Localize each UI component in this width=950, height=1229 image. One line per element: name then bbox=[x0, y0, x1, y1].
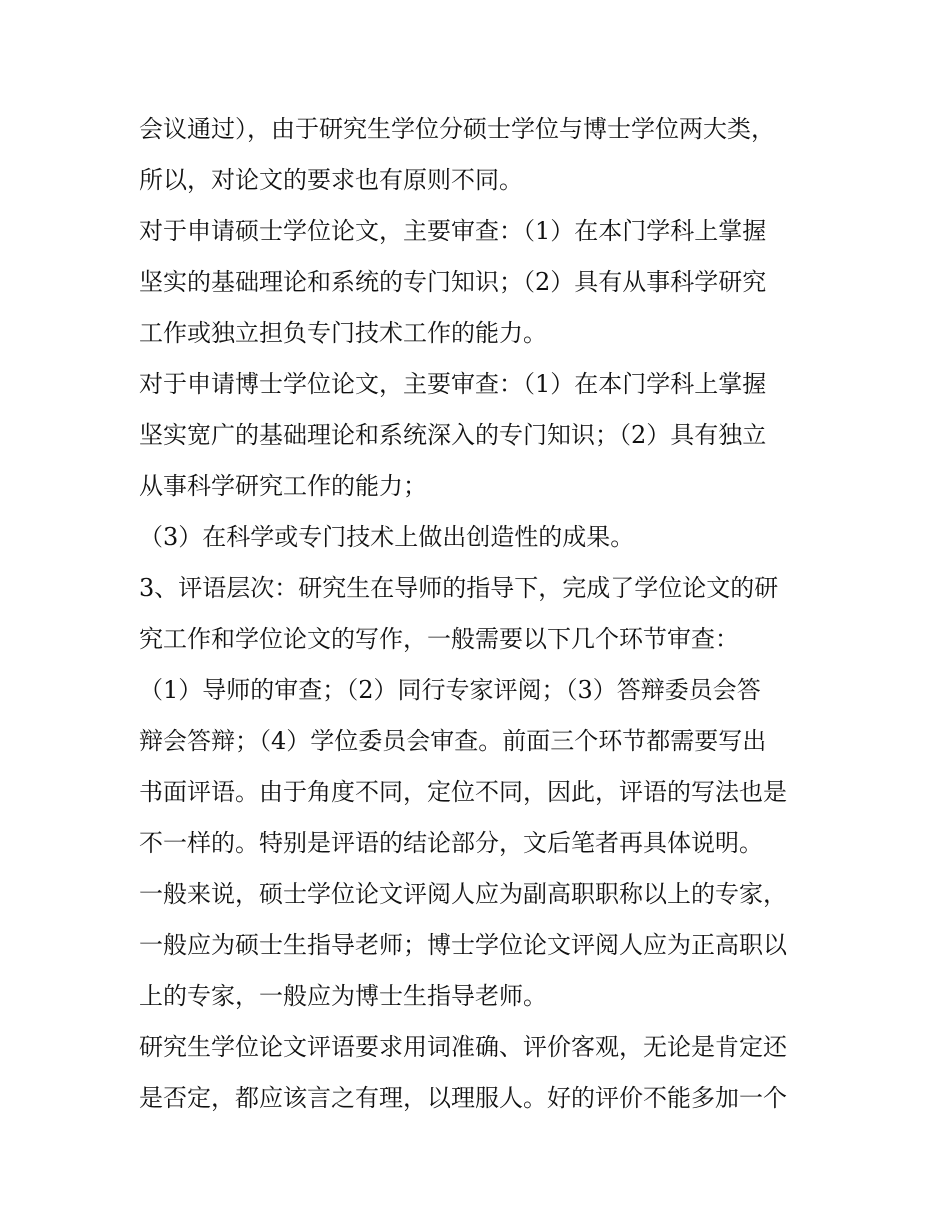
document-line: 坚实的基础理论和系统的专门知识；（2）具有从事科学研究 bbox=[139, 268, 767, 296]
document-line: 一般应为硕士生指导老师；博士学位论文评阅人应为正高职以 bbox=[139, 931, 787, 959]
document-line: 上的专家，一般应为博士生指导老师。 bbox=[139, 982, 547, 1010]
document-line: （1）导师的审查；（2）同行专家评阅；（3）答辩委员会答 bbox=[139, 676, 761, 704]
document-line: 研究生学位论文评语要求用词准确、评价客观，无论是肯定还 bbox=[139, 1033, 787, 1061]
document-line: 从事科学研究工作的能力； bbox=[139, 472, 427, 500]
document-line: （3）在科学或专门技术上做出创造性的成果。 bbox=[139, 523, 635, 551]
document-line: 不一样的。特别是评语的结论部分，文后笔者再具体说明。 bbox=[139, 829, 763, 857]
document-line: 对于申请硕士学位论文，主要审查：（1）在本门学科上掌握 bbox=[139, 217, 767, 245]
document-line: 工作或独立担负专门技术工作的能力。 bbox=[139, 319, 547, 347]
document-line: 书面评语。由于角度不同，定位不同，因此，评语的写法也是 bbox=[139, 778, 787, 806]
document-line: 究工作和学位论文的写作，一般需要以下几个环节审查： bbox=[139, 625, 739, 653]
document-line: 坚实宽广的基础理论和系统深入的专门知识；（2）具有独立 bbox=[139, 421, 767, 449]
document-line: 一般来说，硕士学位论文评阅人应为副高职职称以上的专家， bbox=[139, 880, 787, 908]
document-line: 辩会答辩；（4）学位委员会审查。前面三个环节都需要写出 bbox=[139, 727, 767, 755]
document-line: 对于申请博士学位论文，主要审查：（1）在本门学科上掌握 bbox=[139, 370, 767, 398]
document-line: 所以，对论文的要求也有原则不同。 bbox=[139, 166, 523, 194]
document-line: 是否定，都应该言之有理，以理服人。好的评价不能多加一个 bbox=[139, 1084, 787, 1112]
document-text-block bbox=[139, 104, 814, 1124]
document-line: 会议通过），由于研究生学位分硕士学位与博士学位两大类， bbox=[139, 115, 775, 143]
document-line: 3、评语层次：研究生在导师的指导下，完成了学位论文的研 bbox=[139, 574, 779, 602]
